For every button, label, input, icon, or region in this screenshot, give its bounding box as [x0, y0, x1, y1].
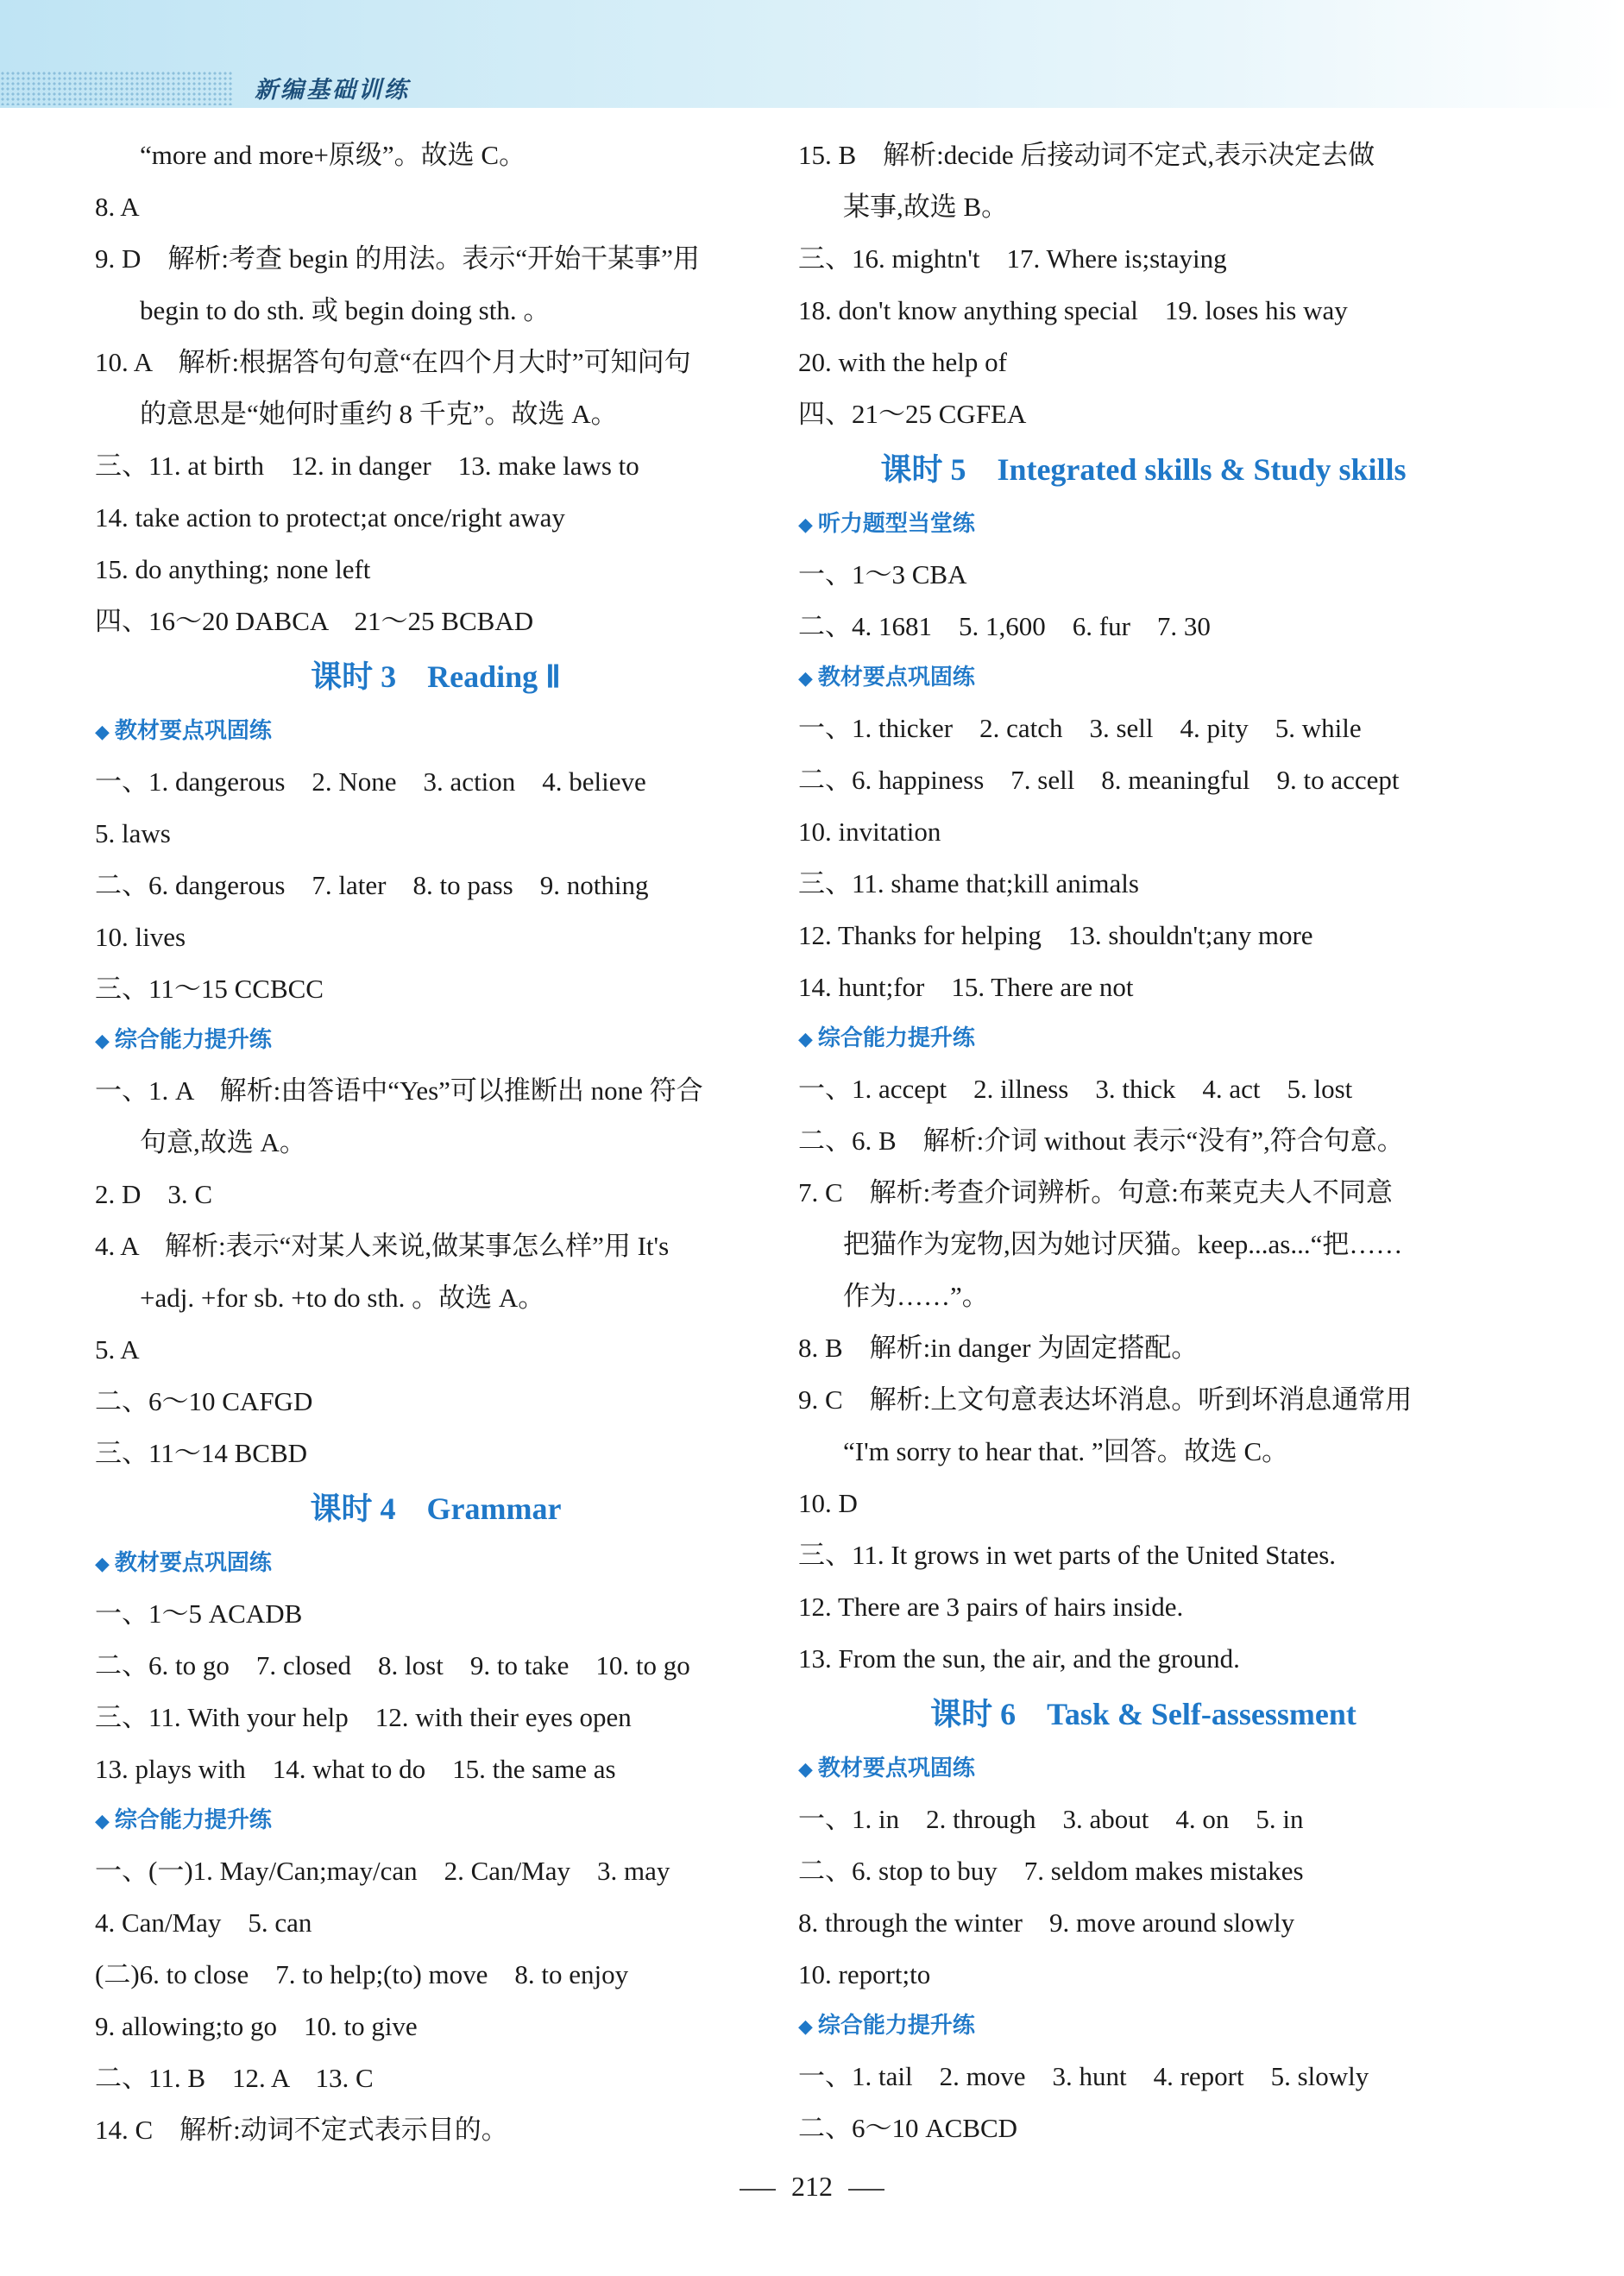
section-heading-label: 教材要点巩固练	[114, 1550, 272, 1576]
answer-line: “I'm sorry to hear that. ”回答。故选 C。	[843, 1436, 1289, 1466]
answer-line: 10. invitation	[798, 816, 941, 847]
section-heading	[798, 2001, 1489, 2051]
lesson-heading: 课时 3 Reading Ⅱ	[311, 659, 561, 694]
answer-line: 二、6. B 解析:介词 without 表示“没有”,符合句意。	[798, 1125, 1404, 1156]
footer-dash-left	[740, 2189, 776, 2191]
answer-line: 一、1. dangerous 2. None 3. action 4. believe	[95, 766, 646, 797]
diamond-icon: ◆	[95, 1031, 110, 1052]
section-heading	[798, 653, 1489, 703]
section-heading-label: 教材要点巩固练	[817, 665, 975, 690]
answer-line: 二、6. happiness 7. sell 8. meaningful 9. to accept	[798, 765, 1400, 795]
answer-line: (二)6. to close 7. to help;(to) move 8. to enjoy	[95, 1959, 629, 1989]
answer-line: 一、1. thicker 2. catch 3. sell 4. pity 5. while	[798, 713, 1362, 743]
diamond-icon: ◆	[798, 2016, 813, 2038]
answer-line: 8. A	[95, 192, 140, 222]
footer-dash-right	[848, 2189, 884, 2191]
answer-line: 4. Can/May 5. can	[95, 1907, 312, 1938]
answer-line: 一、(一)1. May/Can;may/can 2. Can/May 3. may	[95, 1856, 670, 1886]
answer-line: 三、11. With your help 12. with their eyes open	[95, 1702, 632, 1732]
answer-line: 10. A 解析:根据答句句意“在四个月大时”可知问句	[95, 347, 691, 377]
answer-line: 把猫作为宠物,因为她讨厌猫。keep...as...“把……	[843, 1229, 1403, 1259]
answer-line: 7. C 解析:考查介词辨析。句意:布莱克夫人不同意	[798, 1177, 1393, 1207]
diamond-icon: ◆	[798, 1759, 813, 1781]
answer-line: 一、1～3 CBA	[798, 559, 967, 589]
answer-line: 二、6. stop to buy 7. seldom makes mistakes	[798, 1856, 1304, 1886]
diamond-icon: ◆	[798, 668, 813, 690]
section-heading-label: 听力题型当堂练	[817, 511, 975, 537]
answer-line: 三、11. shame that;kill animals	[798, 868, 1139, 898]
answer-line: 8. through the winter 9. move around slowly	[798, 1907, 1295, 1938]
diamond-icon: ◆	[95, 1811, 110, 1832]
answer-line: 12. Thanks for helping 13. shouldn't;any more	[798, 920, 1313, 950]
section-heading-label: 综合能力提升练	[114, 1027, 272, 1053]
answer-line: 14. hunt;for 15. There are not	[798, 972, 1134, 1002]
diamond-icon: ◆	[95, 1554, 110, 1575]
section-heading-label: 教材要点巩固练	[817, 1756, 975, 1781]
section-heading-label: 综合能力提升练	[817, 2013, 975, 2039]
answer-line: 一、1. A 解析:由答语中“Yes”可以推断出 none 符合	[95, 1075, 703, 1106]
answer-line: 14. C 解析:动词不定式表示目的。	[95, 2115, 508, 2145]
answer-line: 14. take action to protect;at once/right away	[95, 502, 565, 533]
answer-line: 5. A	[95, 1334, 140, 1365]
answer-line: 一、1. accept 2. illness 3. thick 4. act 5. lost	[798, 1074, 1353, 1104]
answer-line: 一、1～5 ACADB	[95, 1598, 303, 1629]
section-heading	[95, 1015, 777, 1065]
answer-line: 二、11. B 12. A 13. C	[95, 2063, 374, 2093]
answer-line: 4. A 解析:表示“对某人来说,做某事怎么样”用 It's	[95, 1231, 670, 1261]
section-heading	[798, 499, 1489, 549]
answer-line: 20. with the help of	[798, 347, 1007, 377]
answer-line: 一、1. in 2. through 3. about 4. on 5. in	[798, 1804, 1304, 1834]
lesson-heading: 课时 6 Task & Self-assessment	[930, 1697, 1356, 1731]
section-heading	[95, 1538, 777, 1588]
section-heading	[95, 1795, 777, 1845]
answer-line: 10. D	[798, 1488, 858, 1518]
answer-line: 一、1. tail 2. move 3. hunt 4. report 5. slowly	[798, 2061, 1369, 2091]
section-heading	[798, 1743, 1489, 1794]
diamond-icon: ◆	[798, 1029, 813, 1050]
page-number: 212	[791, 2171, 833, 2202]
answer-line: 三、11. It grows in wet parts of the United States.	[798, 1540, 1337, 1570]
answer-line: 18. don't know anything special 19. loses his way	[798, 295, 1348, 325]
answer-line: 四、16～20 DABCA 21～25 BCBAD	[95, 606, 534, 636]
answer-line: 二、6～10 CAFGD	[95, 1386, 313, 1416]
answer-line: begin to do sth. 或 begin doing sth. 。	[140, 295, 551, 325]
lesson-heading: 课时 4 Grammar	[310, 1491, 562, 1526]
answer-line: 2. D 3. C	[95, 1179, 213, 1209]
section-heading-label: 综合能力提升练	[817, 1025, 975, 1051]
diamond-icon: ◆	[798, 514, 813, 536]
page-number-footer	[0, 2171, 1624, 2203]
answer-line: 三、11～14 BCBD	[95, 1438, 308, 1468]
answer-line: 三、11～15 CCBCC	[95, 974, 324, 1004]
answer-line: 的意思是“她何时重约 8 千克”。故选 A。	[140, 399, 618, 429]
answer-line: 12. There are 3 pairs of hairs inside.	[798, 1592, 1184, 1622]
section-heading	[95, 706, 777, 756]
answer-line: 四、21～25 CGFEA	[798, 399, 1027, 429]
answer-line: “more and more+原级”。故选 C。	[140, 140, 526, 170]
answer-line: 5. laws	[95, 818, 171, 848]
lesson-heading: 课时 5 Integrated skills & Study skills	[880, 452, 1407, 487]
answer-line: 9. D 解析:考查 begin 的用法。表示“开始干某事”用	[95, 243, 700, 274]
answer-line: 9. C 解析:上文句意表达坏消息。听到坏消息通常用	[798, 1384, 1413, 1415]
answer-line: 13. plays with 14. what to do 15. the same as	[95, 1754, 616, 1784]
section-heading-label: 教材要点巩固练	[114, 718, 272, 744]
right-column	[798, 129, 1489, 2154]
answer-line: 作为……”。	[843, 1281, 989, 1311]
answer-line: 三、16. mightn't 17. Where is;staying	[798, 243, 1227, 274]
answer-line: 三、11. at birth 12. in danger 13. make laws to	[95, 451, 639, 481]
answer-line: 二、4. 1681 5. 1,600 6. fur 7. 30	[798, 611, 1211, 641]
answer-line: 10. lives	[95, 922, 186, 952]
answer-line: 二、6. dangerous 7. later 8. to pass 9. nothing	[95, 870, 649, 900]
answer-line: 二、6. to go 7. closed 8. lost 9. to take 10. to go	[95, 1650, 690, 1680]
answer-line: 二、6～10 ACBCD	[798, 2113, 1018, 2143]
header-title: 新编基础训练	[255, 77, 410, 104]
page-header-band	[0, 0, 1624, 108]
answer-line: 15. do anything; none left	[95, 554, 371, 584]
answer-line: 13. From the sun, the air, and the ground.	[798, 1643, 1240, 1674]
section-heading-label: 综合能力提升练	[114, 1807, 272, 1833]
answer-line: 9. allowing;to go 10. to give	[95, 2011, 418, 2041]
left-column	[95, 129, 777, 2156]
answer-line: 10. report;to	[798, 1959, 931, 1989]
answer-line: 句意,故选 A。	[140, 1127, 306, 1157]
answer-line: 8. B 解析:in danger 为固定搭配。	[798, 1333, 1199, 1363]
section-heading	[798, 1013, 1489, 1063]
header-dot-pattern	[0, 71, 233, 105]
answer-line: 15. B 解析:decide 后接动词不定式,表示决定去做	[798, 140, 1375, 170]
answer-line: 某事,故选 B。	[843, 192, 1009, 222]
diamond-icon: ◆	[95, 722, 110, 743]
answer-line: +adj. +for sb. +to do sth. 。故选 A。	[140, 1283, 545, 1313]
